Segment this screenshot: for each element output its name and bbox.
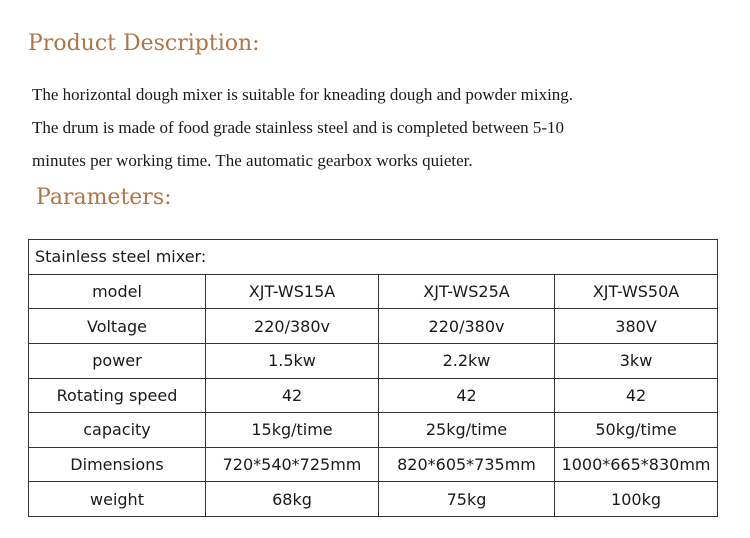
- cell-speed-ws50a: 42: [555, 378, 718, 413]
- cell-speed-ws25a: 42: [379, 378, 555, 413]
- cell-model-ws50a: XJT-WS50A: [555, 274, 718, 309]
- cell-power-ws50a: 3kw: [555, 343, 718, 378]
- table-row-voltage: [29, 309, 718, 344]
- cell-weight-ws25a: 75kg: [379, 482, 555, 517]
- table-row-power: [29, 343, 718, 378]
- cell-capacity-ws50a: 50kg/time: [555, 413, 718, 448]
- row-label-weight: weight: [29, 482, 206, 517]
- cell-capacity-ws15a: 15kg/time: [206, 413, 379, 448]
- description-line-1: The horizontal dough mixer is suitable for kneading dough and powder mixing.: [32, 85, 574, 104]
- cell-power-ws25a: 2.2kw: [379, 343, 555, 378]
- row-label-power: power: [29, 343, 206, 378]
- table-row-rotating-speed: [29, 378, 718, 413]
- description-line-3: minutes per working time. The automatic gearbox works quieter.: [32, 151, 473, 170]
- parameters-table: [28, 239, 718, 517]
- cell-model-ws25a: XJT-WS25A: [379, 274, 555, 309]
- cell-model-ws15a: XJT-WS15A: [206, 274, 379, 309]
- table-row-dimensions: [29, 447, 718, 482]
- row-label-voltage: Voltage: [29, 309, 206, 344]
- table-row-model: [29, 274, 718, 309]
- table-caption: Stainless steel mixer:: [29, 240, 718, 275]
- cell-voltage-ws25a: 220/380v: [379, 309, 555, 344]
- row-label-dimensions: Dimensions: [29, 447, 206, 482]
- cell-weight-ws15a: 68kg: [206, 482, 379, 517]
- cell-dimensions-ws15a: 720*540*725mm: [206, 447, 379, 482]
- cell-dimensions-ws25a: 820*605*735mm: [379, 447, 555, 482]
- cell-voltage-ws50a: 380V: [555, 309, 718, 344]
- table-caption-row: [29, 240, 718, 275]
- cell-weight-ws50a: 100kg: [555, 482, 718, 517]
- row-label-capacity: capacity: [29, 413, 206, 448]
- row-label-model: model: [29, 274, 206, 309]
- cell-capacity-ws25a: 25kg/time: [379, 413, 555, 448]
- table-row-capacity: [29, 413, 718, 448]
- cell-power-ws15a: 1.5kw: [206, 343, 379, 378]
- description-paragraph: [32, 78, 732, 177]
- parameters-heading: Parameters:: [36, 185, 172, 210]
- row-label-rotating-speed: Rotating speed: [29, 378, 206, 413]
- product-description-heading: Product Description:: [28, 31, 260, 56]
- cell-dimensions-ws50a: 1000*665*830mm: [555, 447, 718, 482]
- cell-voltage-ws15a: 220/380v: [206, 309, 379, 344]
- cell-speed-ws15a: 42: [206, 378, 379, 413]
- description-line-2: The drum is made of food grade stainless steel and is completed between 5-10: [32, 118, 565, 137]
- table-row-weight: [29, 482, 718, 517]
